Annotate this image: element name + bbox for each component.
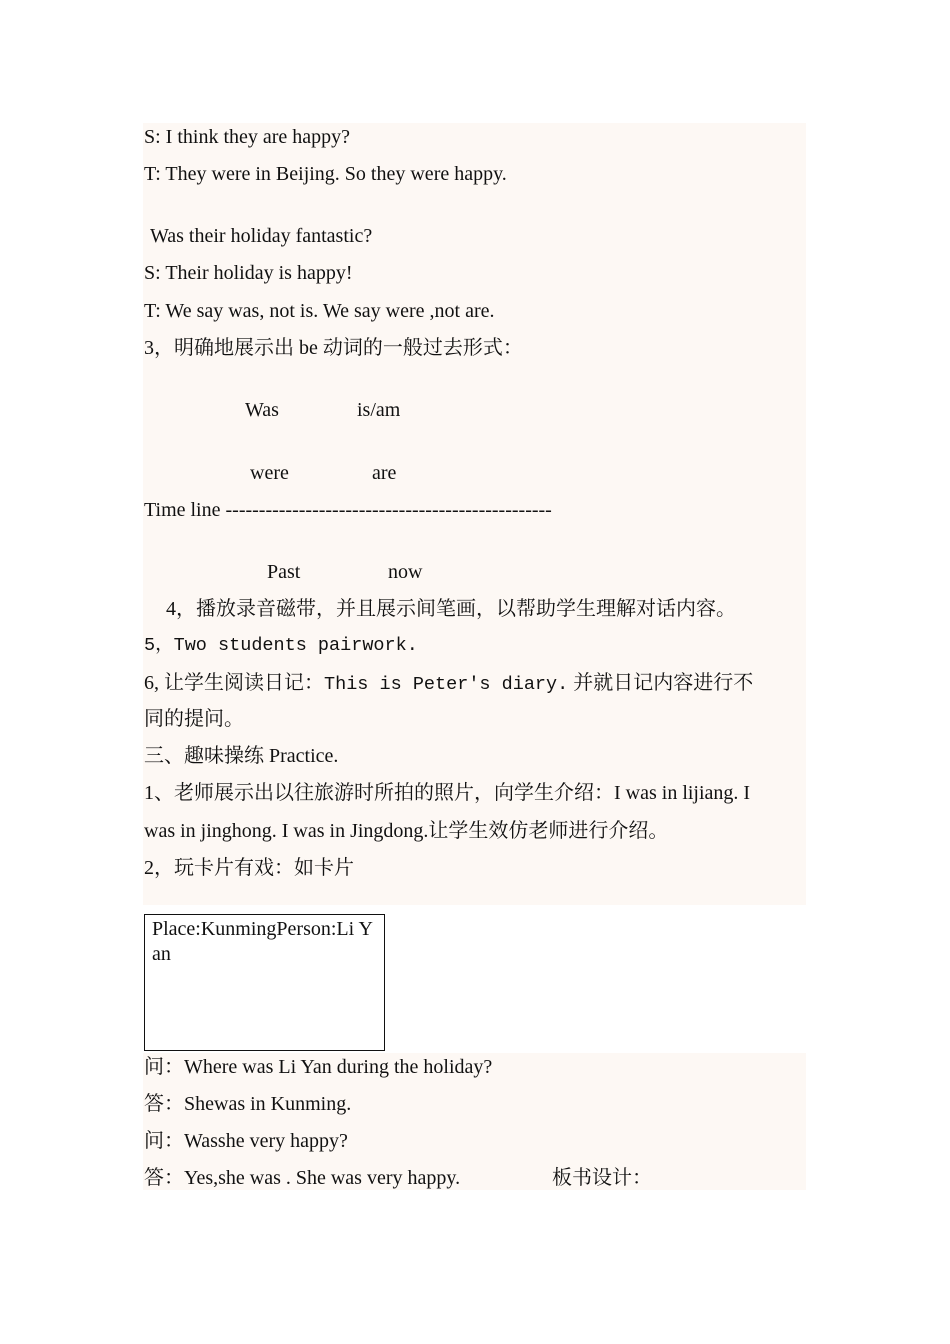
step-6-suffix: 并就日记内容进行不 <box>568 672 754 694</box>
line-step-5: 5，Two students pairwork. <box>144 635 418 656</box>
word-past: Past <box>267 561 301 583</box>
card-text: Place:KunmingPerson:Li Yan <box>152 918 373 965</box>
line-student-think: S: I think they are happy? <box>144 126 351 148</box>
line-practice-1-cont: was in jinghong. I was in Jingdong.让学生效仿老师进行介绍。 <box>144 820 669 842</box>
dialog-question-1: 问：Where was Li Yan during the holiday? <box>144 1056 493 1078</box>
step-6-prefix: 6, 让学生阅读日记： <box>144 672 324 694</box>
line-step-4: 4，播放录音磁带，并且展示间笔画，以帮助学生理解对话内容。 <box>166 598 736 620</box>
word-are: are <box>372 462 397 484</box>
place-person-card <box>144 914 385 1051</box>
section-practice-heading: 三、趣味操练 Practice. <box>144 745 339 767</box>
line-practice-1: 1、老师展示出以往旅游时所拍的照片，向学生介绍：I was in lijiang. I <box>144 782 751 804</box>
dialog-answer-1: 答：Shewas in Kunming. <box>144 1093 352 1115</box>
dialog-answer-2: 答：Yes,she was . She was very happy. <box>144 1167 461 1189</box>
word-was: Was <box>245 399 279 421</box>
line-student-holiday: S: Their holiday is happy! <box>144 262 353 284</box>
board-design-label: 板书设计： <box>552 1167 652 1189</box>
word-were: were <box>250 462 289 484</box>
line-step-6 <box>144 670 753 698</box>
line-holiday-question: Was their holiday fantastic? <box>150 225 373 247</box>
line-step-6-cont: 同的提问。 <box>144 708 244 730</box>
word-now: now <box>388 561 423 583</box>
line-practice-2: 2，玩卡片有戏：如卡片 <box>144 857 354 879</box>
word-is-am: is/am <box>357 399 401 421</box>
dialog-question-2: 问：Wasshe very happy? <box>144 1130 348 1152</box>
time-line: Time line ------------------------------------------------- <box>144 499 552 521</box>
step-6-diary: This is Peter′s diary. <box>324 674 569 695</box>
line-teacher-beijing: T: They were in Beijing. So they were happy. <box>144 163 507 185</box>
line-teacher-was-were: T: We say was, not is. We say were ,not are. <box>144 300 495 322</box>
line-step-3: 3，明确地展示出 be 动词的一般过去形式： <box>144 337 523 359</box>
